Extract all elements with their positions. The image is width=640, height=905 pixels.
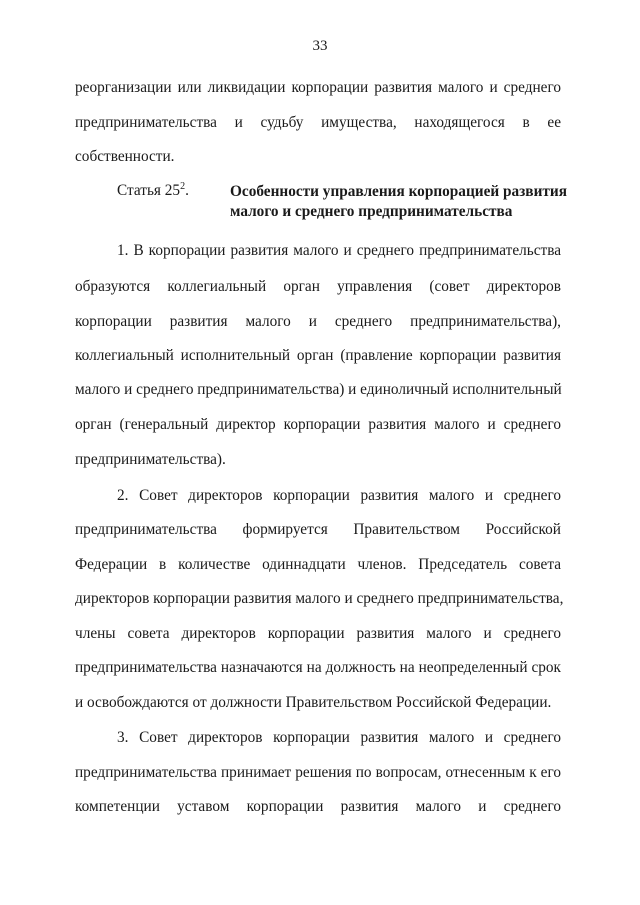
text-line: корпорации развития малого и среднего предпринимательства),	[75, 313, 561, 330]
text-line: предпринимательства формируется Правительством Российской	[75, 521, 561, 538]
text-line: собственности.	[75, 148, 175, 165]
text-line: предпринимательства и судьбу имущества, находящегося в ее	[75, 114, 561, 131]
text-line: реорганизации или ликвидации корпорации развития малого и среднего	[75, 79, 561, 96]
article-title	[230, 182, 567, 222]
text-line: предпринимательства назначаются на должность на неопределенный срок	[75, 659, 561, 676]
text-line: предпринимательства принимает решения по вопросам, отнесенным к его	[75, 764, 561, 781]
article-label-superscript: 2	[180, 181, 186, 192]
text-line: предпринимательства).	[75, 451, 226, 468]
text-line: 1. В корпорации развития малого и среднего предпринимательства	[117, 242, 561, 259]
text-line: 3. Совет директоров корпорации развития малого и среднего	[117, 729, 561, 746]
text-line: директоров корпорации развития малого и среднего предпринимательства,	[75, 590, 564, 607]
article-label-text: Статья 25	[117, 182, 181, 199]
article-label-suffix: .	[185, 182, 189, 199]
article-title-line: Особенности управления корпорацией развития	[230, 183, 567, 200]
article-title-line: малого и среднего предпринимательства	[230, 203, 513, 220]
article-label	[117, 182, 189, 200]
text-line: Федерации в количестве одиннадцати членов. Председатель совета	[75, 556, 561, 573]
text-line: орган (генеральный директор корпорации развития малого и среднего	[75, 416, 561, 433]
text-line: коллегиальный исполнительный орган (правление корпорации развития	[75, 347, 561, 364]
page-number: 33	[312, 38, 328, 54]
text-line: малого и среднего предпринимательства) и единоличный исполнительный	[75, 381, 562, 398]
text-line: и освобождаются от должности Правительством Российской Федерации.	[75, 694, 552, 711]
text-line: 2. Совет директоров корпорации развития малого и среднего	[117, 487, 561, 504]
text-line: члены совета директоров корпорации развития малого и среднего	[75, 625, 561, 642]
text-line: образуются коллегиальный орган управления (совет директоров	[75, 278, 561, 295]
text-line: компетенции уставом корпорации развития малого и среднего	[75, 798, 561, 815]
